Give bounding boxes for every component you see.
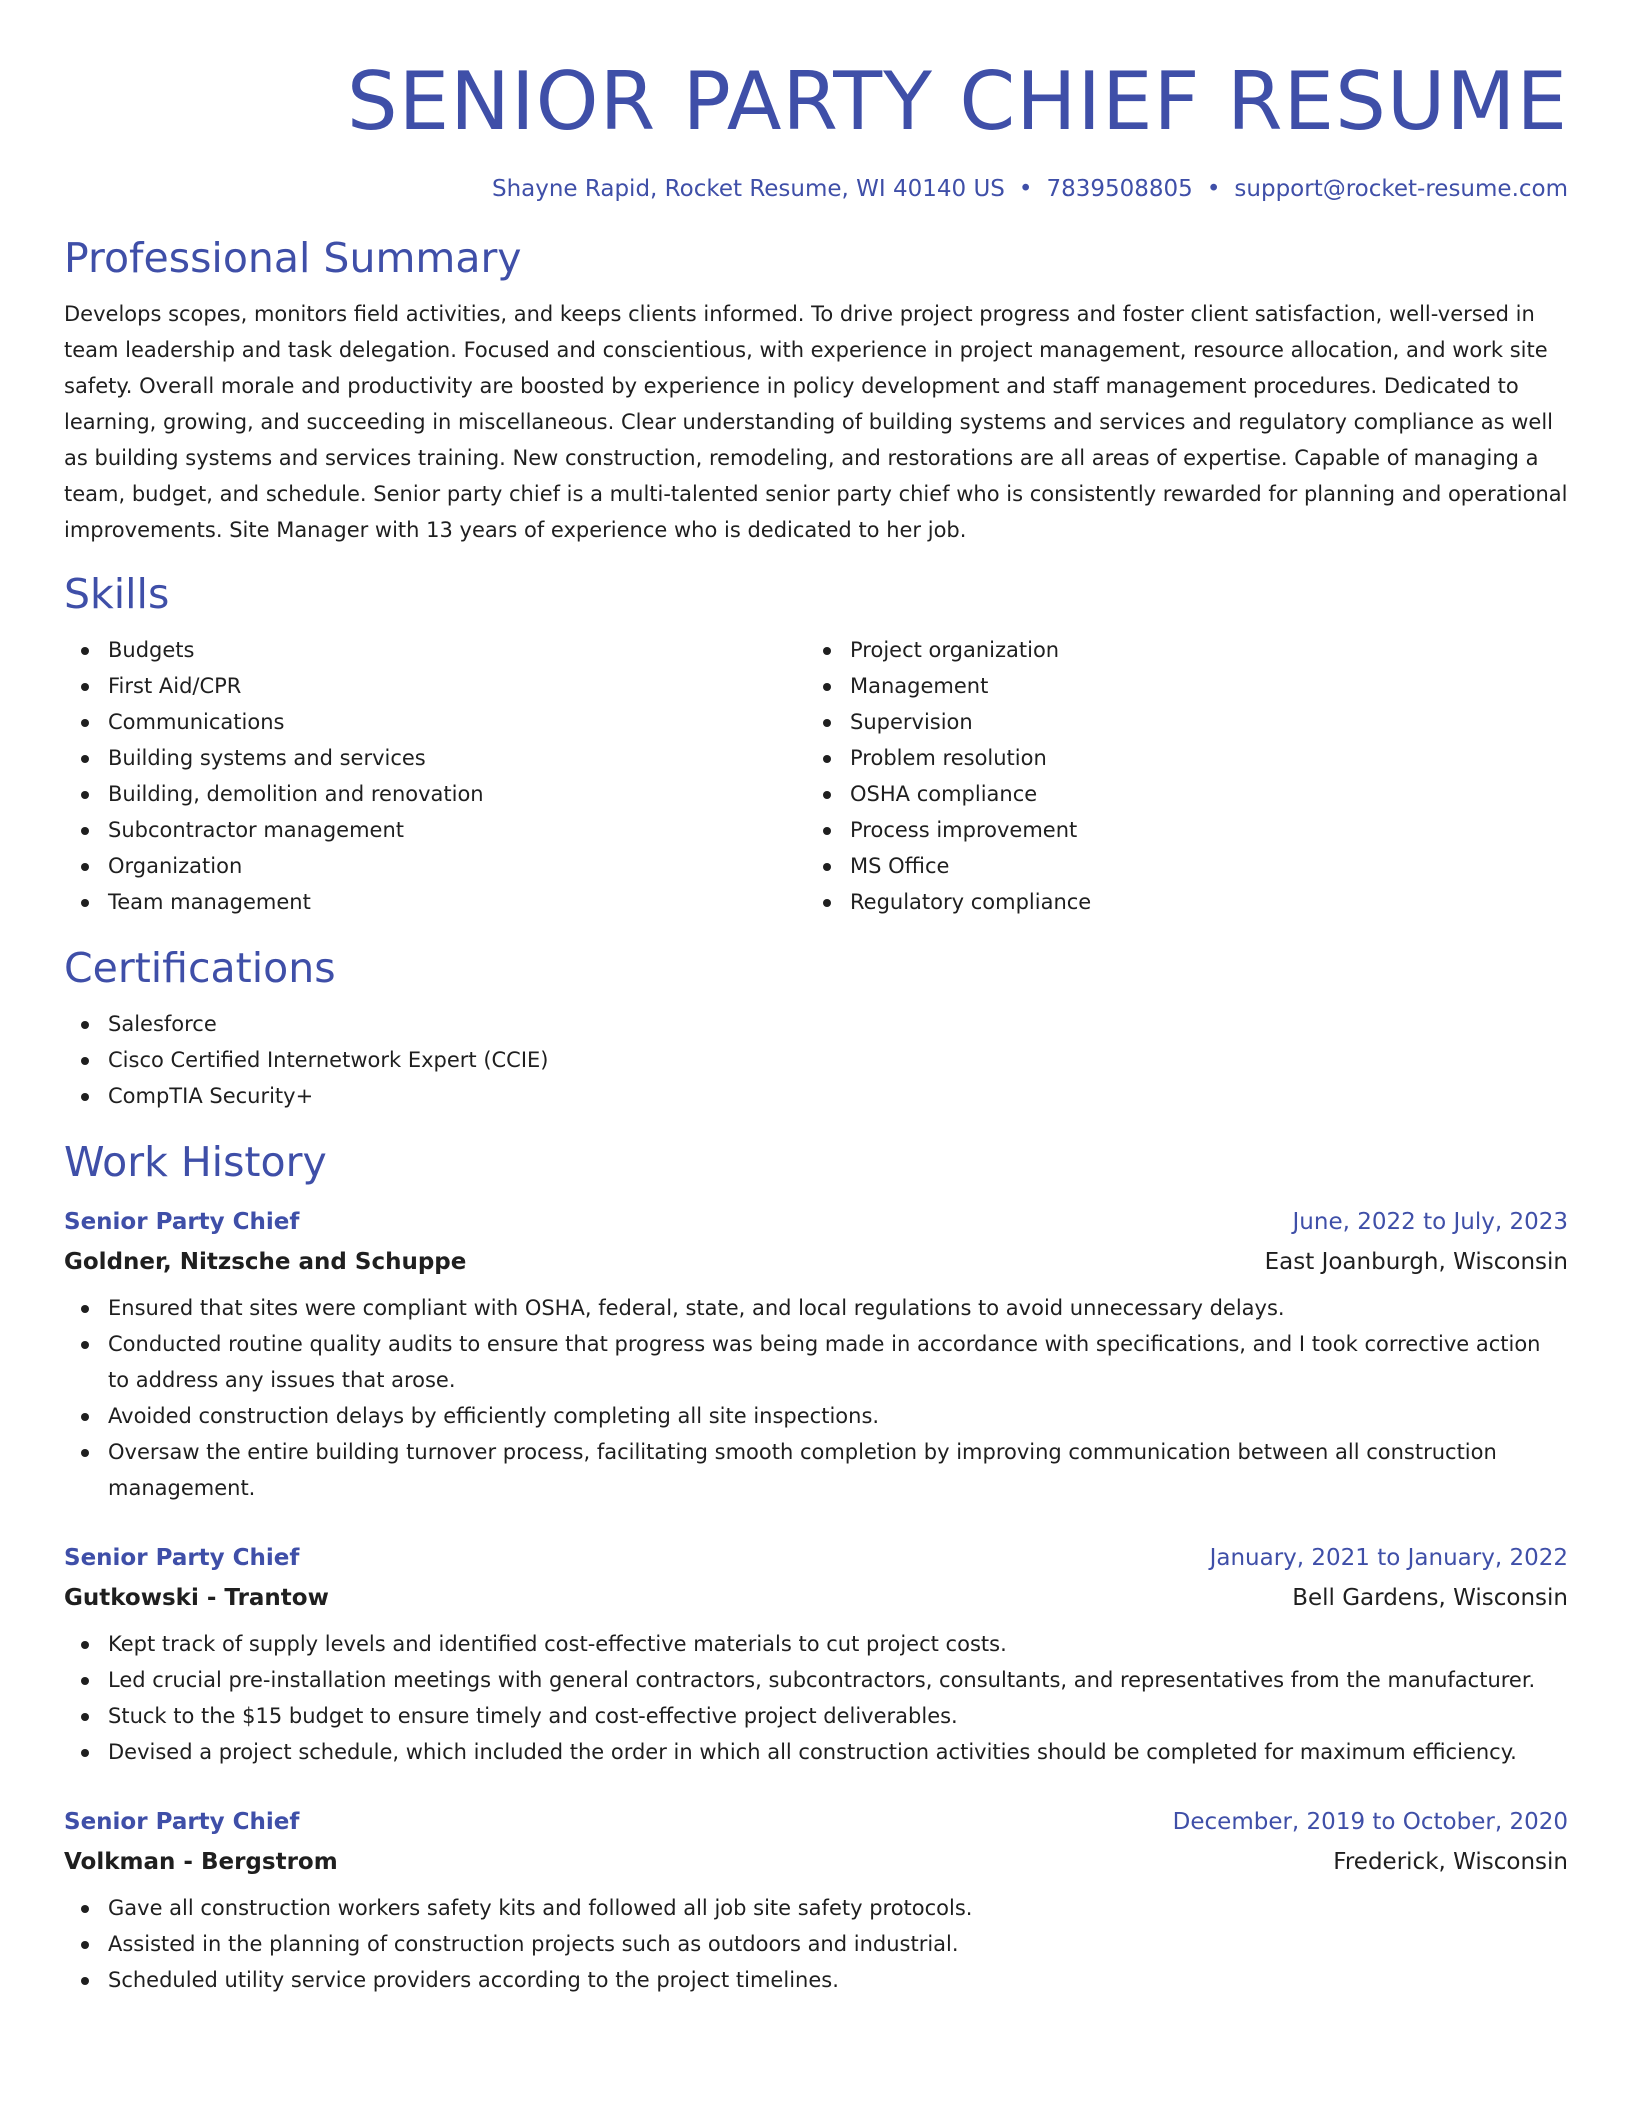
job-title-row <box>64 1802 1568 1842</box>
skill-item: Organization <box>64 848 806 884</box>
skill-item: Budgets <box>64 632 806 668</box>
resume-title: SENIOR PARTY CHIEF RESUME <box>346 55 1568 148</box>
skill-item: Supervision <box>806 704 1548 740</box>
skill-item: Building systems and services <box>64 740 806 776</box>
job-title: Senior Party Chief <box>64 1209 300 1235</box>
skill-item: Project organization <box>806 632 1548 668</box>
skill-item: First Aid/CPR <box>64 668 806 704</box>
certification-item: Cisco Certified Internetwork Expert (CCIE) <box>64 1042 1568 1078</box>
job-bullet: Gave all construction workers safety kits and followed all job site safety protocols. <box>64 1890 1568 1926</box>
job-bullet: Assisted in the planning of construction projects such as outdoors and industrial. <box>64 1926 1568 1962</box>
job-bullets <box>64 1290 1568 1506</box>
work-history-heading: Work History <box>64 1138 327 1186</box>
job-company-row <box>64 1578 1568 1618</box>
job-entry <box>64 1538 1568 1770</box>
summary-heading: Professional Summary <box>64 234 522 282</box>
job-title-row <box>64 1202 1568 1242</box>
job-company-row <box>64 1842 1568 1882</box>
certification-item: Salesforce <box>64 1006 1568 1042</box>
job-bullet: Led crucial pre-installation meetings with general contractors, subcontractors, consultants, and representatives from the manufacturer. <box>64 1662 1568 1698</box>
job-dates: January, 2021 to January, 2022 <box>1209 1545 1568 1571</box>
job-bullet: Kept track of supply levels and identified cost-effective materials to cut project costs. <box>64 1626 1568 1662</box>
skill-item: Communications <box>64 704 806 740</box>
skill-item: OSHA compliance <box>806 776 1548 812</box>
certification-item: CompTIA Security+ <box>64 1078 1568 1114</box>
contact-separator: • <box>1018 176 1033 202</box>
skills-section <box>64 568 1568 920</box>
job-bullet: Stuck to the $15 budget to ensure timely and cost-effective project deliverables. <box>64 1698 1568 1734</box>
skill-item: Subcontractor management <box>64 812 806 848</box>
job-company: Volkman - Bergstrom <box>64 1849 338 1875</box>
contact-email[interactable]: support@rocket-resume.com <box>1234 176 1568 202</box>
skill-item: Problem resolution <box>806 740 1548 776</box>
skills-list-right <box>806 632 1548 920</box>
job-dates: December, 2019 to October, 2020 <box>1172 1809 1568 1835</box>
job-bullet: Ensured that sites were compliant with OSHA, federal, state, and local regulations to avoid unnecessary delays. <box>64 1290 1568 1326</box>
summary-section <box>64 232 1568 548</box>
certifications-heading: Certifications <box>64 944 336 992</box>
certifications-section <box>64 942 1568 1114</box>
skill-item: Regulatory compliance <box>806 884 1548 920</box>
skill-item: Process improvement <box>806 812 1548 848</box>
job-bullets <box>64 1626 1568 1770</box>
job-company: Goldner, Nitzsche and Schuppe <box>64 1249 467 1275</box>
job-bullet: Devised a project schedule, which included the order in which all construction activities should be completed for maximum efficiency. <box>64 1734 1568 1770</box>
job-title: Senior Party Chief <box>64 1545 300 1571</box>
contact-line <box>64 174 1568 204</box>
job-title-row <box>64 1538 1568 1578</box>
summary-text: Develops scopes, monitors field activities, and keeps clients informed. To drive project progress and foster client satisfaction, well-versed in team leadership and task delegation. Focused and conscientious, with experience in project management, resource allocation, and work site safety. Overall morale and productivity are boosted by experience in policy development and staff management procedures. Dedicated to learning, growing, and succeeding in miscellaneous. Clear understanding of building systems and services and regulatory compliance as well as building systems and services training. New construction, remodeling, and restorations are all areas of expertise. Capable of managing a team, budget, and schedule. Senior party chief is a multi-talented senior party chief who is consistently rewarded for planning and operational improvements. Site Manager with 13 years of experience who is dedicated to her job. <box>64 302 1568 542</box>
job-location: East Joanburgh, Wisconsin <box>1264 1249 1568 1275</box>
contact-separator: • <box>1206 176 1221 202</box>
job-bullet: Avoided construction delays by efficiently completing all site inspections. <box>64 1398 1568 1434</box>
job-bullet: Oversaw the entire building turnover process, facilitating smooth completion by improving communication between all construction management. <box>64 1434 1568 1506</box>
work-history-section <box>64 1136 1568 1998</box>
job-bullet: Conducted routine quality audits to ensure that progress was being made in accordance with specifications, and I took corrective action to address any issues that arose. <box>64 1326 1568 1398</box>
skill-item: MS Office <box>806 848 1548 884</box>
job-dates: June, 2022 to July, 2023 <box>1292 1209 1568 1235</box>
contact-address: Shayne Rapid, Rocket Resume, WI 40140 US <box>491 176 1005 202</box>
job-location: Frederick, Wisconsin <box>1333 1849 1568 1875</box>
certifications-list <box>64 1006 1568 1114</box>
skill-item: Management <box>806 668 1548 704</box>
job-title: Senior Party Chief <box>64 1809 300 1835</box>
skill-item: Building, demolition and renovation <box>64 776 806 812</box>
job-location: Bell Gardens, Wisconsin <box>1292 1585 1568 1611</box>
skills-list-left <box>64 632 806 920</box>
job-company-row <box>64 1242 1568 1282</box>
skills-heading: Skills <box>64 570 170 618</box>
contact-phone: 7839508805 <box>1046 176 1193 202</box>
job-bullets <box>64 1890 1568 1998</box>
skill-item: Team management <box>64 884 806 920</box>
skills-columns <box>64 632 1568 920</box>
job-bullet: Scheduled utility service providers according to the project timelines. <box>64 1962 1568 1998</box>
job-entry <box>64 1802 1568 1998</box>
job-company: Gutkowski - Trantow <box>64 1585 329 1611</box>
job-entry <box>64 1202 1568 1506</box>
